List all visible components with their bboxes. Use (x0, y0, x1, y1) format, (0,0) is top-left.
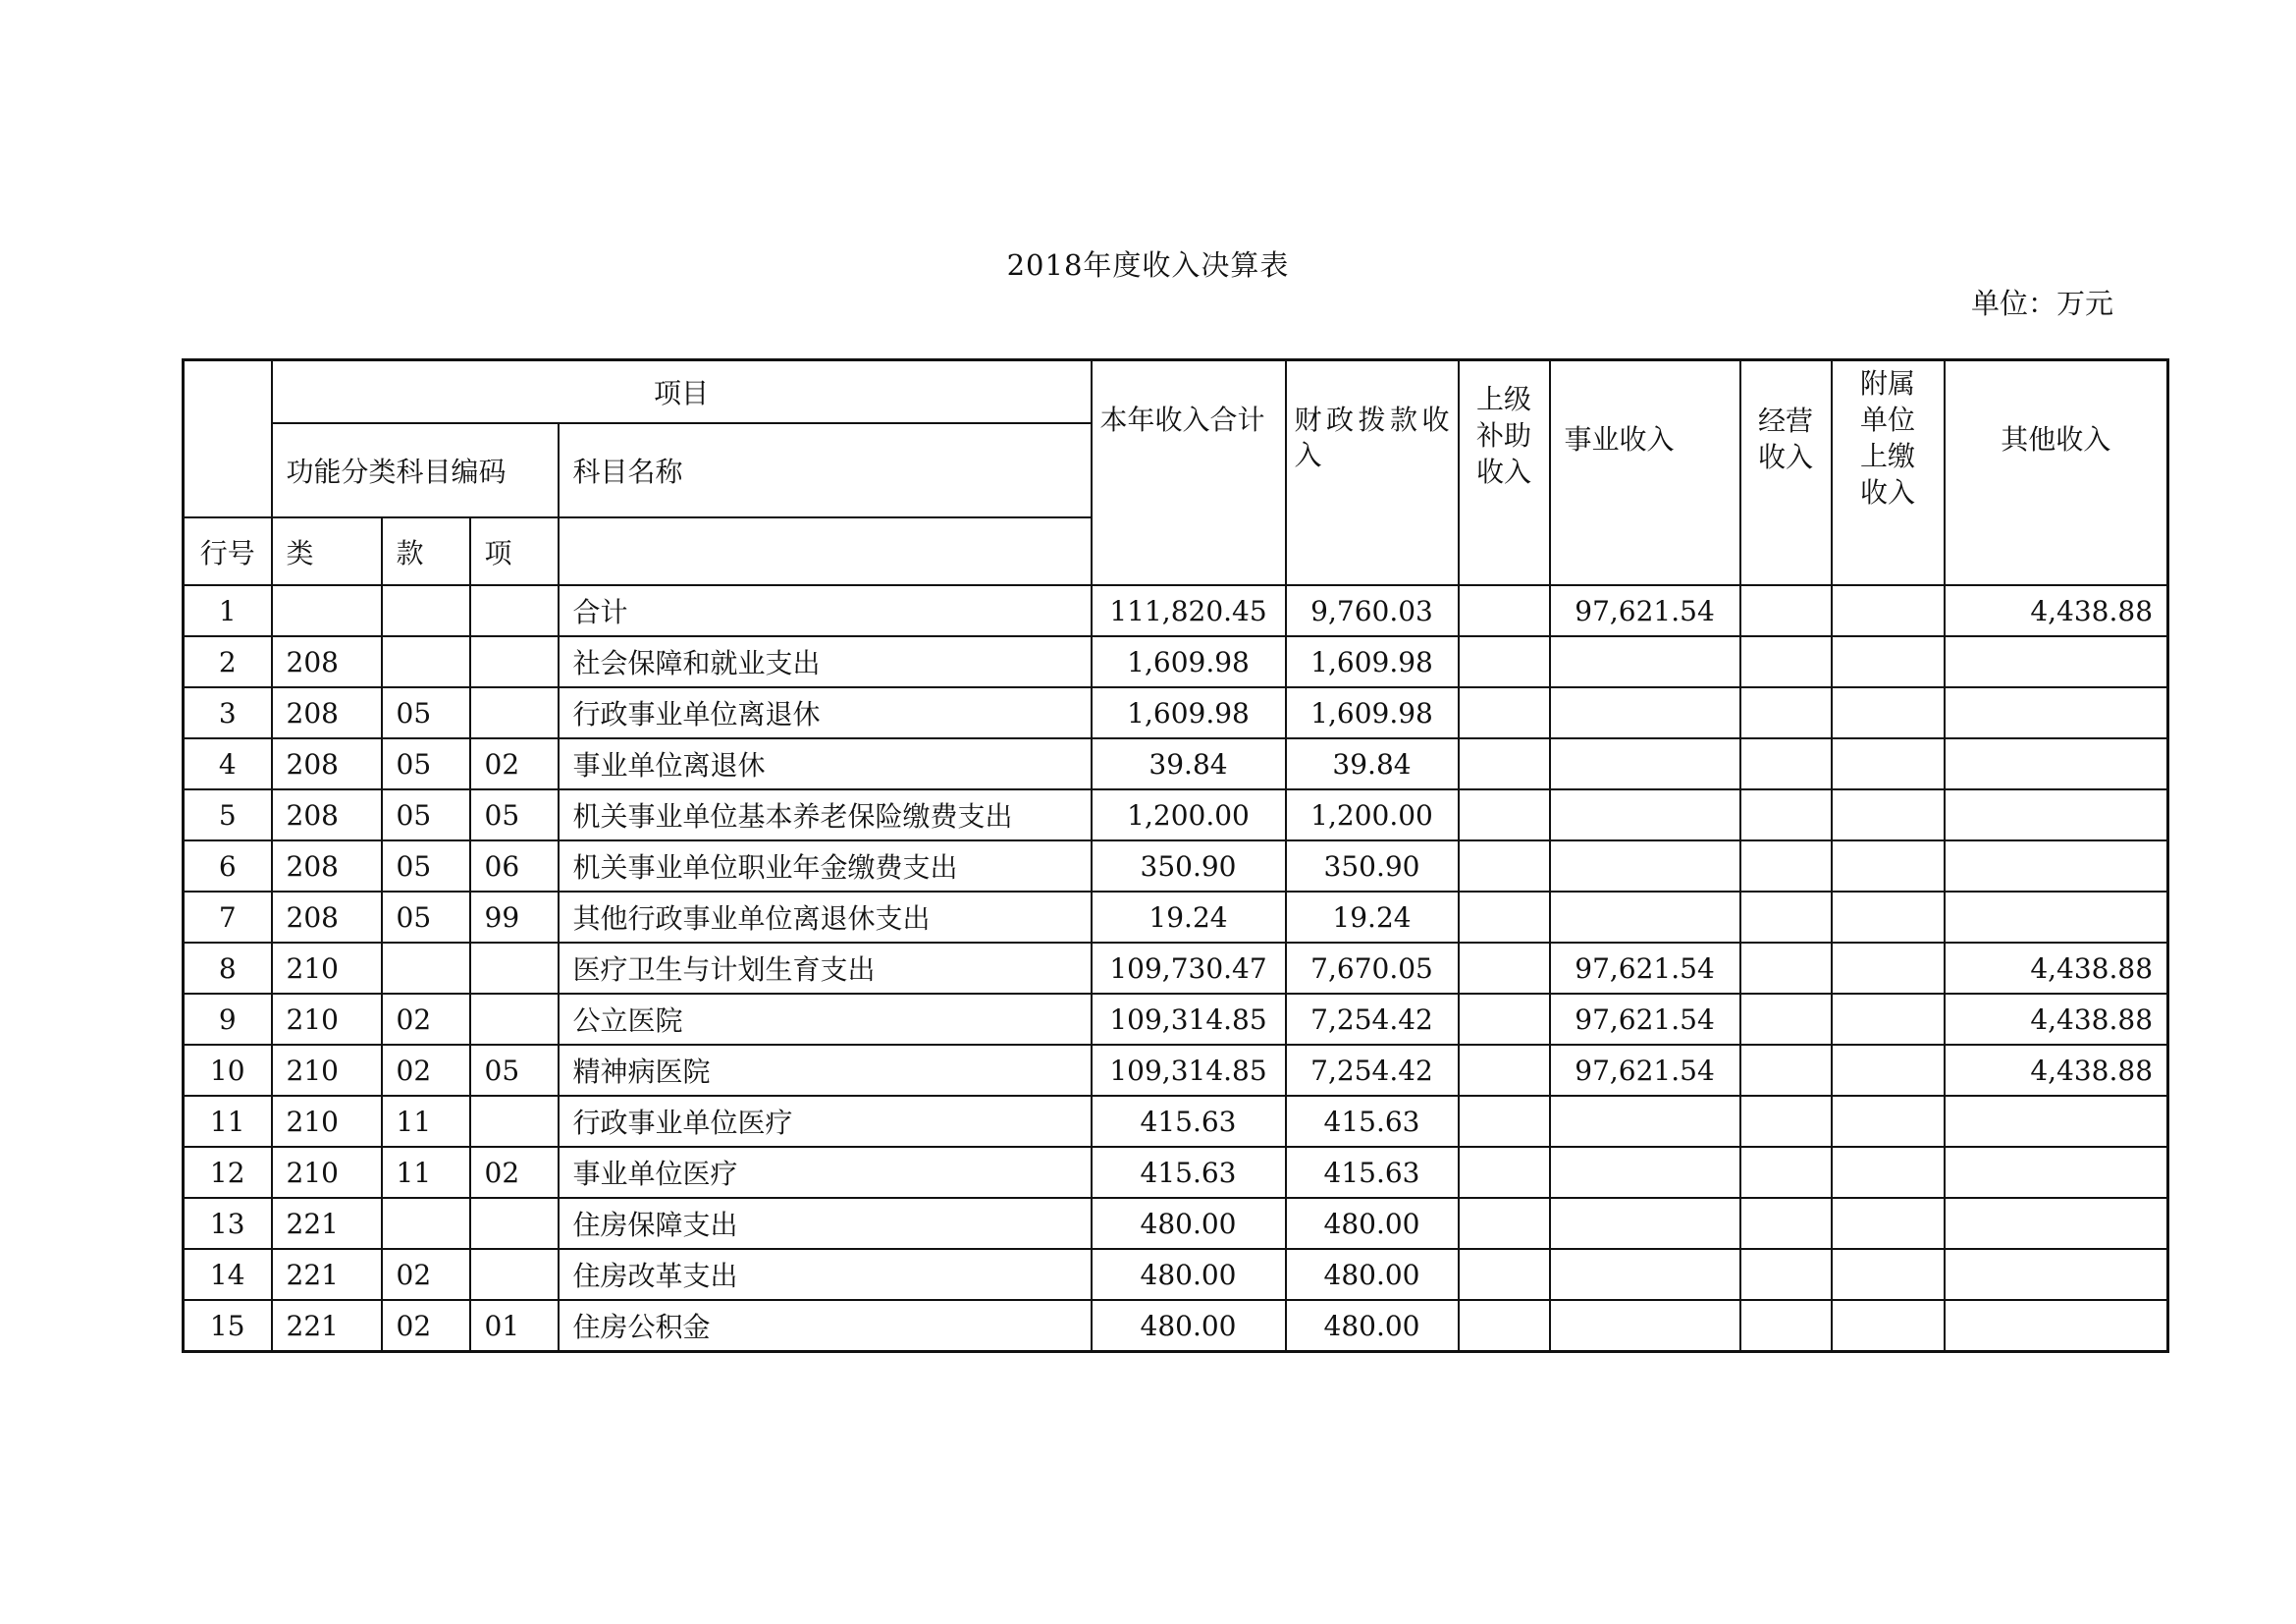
header-row-no: 行号 (184, 517, 272, 585)
table-row (184, 1147, 2168, 1198)
code-xiang-cell: 05 (470, 789, 559, 840)
operating-income-cell (1740, 840, 1832, 892)
other-income-cell (1945, 1249, 2168, 1300)
subject-name-cell: 行政事业单位医疗 (559, 1096, 1092, 1147)
code-kuan-cell (382, 636, 470, 687)
row-number-cell: 12 (184, 1147, 272, 1198)
other-income-cell (1945, 1096, 2168, 1147)
other-income-cell: 4,438.88 (1945, 943, 2168, 994)
code-xiang-cell (470, 1198, 559, 1249)
business-income-cell (1550, 840, 1740, 892)
table-row (184, 994, 2168, 1045)
code-xiang-cell: 01 (470, 1300, 559, 1352)
fiscal-income-cell: 480.00 (1286, 1300, 1459, 1352)
table-row (184, 687, 2168, 738)
subject-name-cell: 事业单位医疗 (559, 1147, 1092, 1198)
fiscal-income-cell: 415.63 (1286, 1147, 1459, 1198)
code-lei-cell: 221 (272, 1198, 382, 1249)
table-row (184, 789, 2168, 840)
code-lei-cell: 210 (272, 1147, 382, 1198)
subject-name-cell: 机关事业单位基本养老保险缴费支出 (559, 789, 1092, 840)
row-number-cell: 11 (184, 1096, 272, 1147)
header-kuan: 款 (382, 517, 470, 585)
affiliated-income-cell (1832, 1096, 1945, 1147)
code-xiang-cell (470, 585, 559, 636)
code-lei-cell: 221 (272, 1300, 382, 1352)
header-subject-name: 科目名称 (559, 423, 1092, 517)
business-income-cell: 97,621.54 (1550, 994, 1740, 1045)
affiliated-income-cell (1832, 687, 1945, 738)
code-kuan-cell: 02 (382, 994, 470, 1045)
fiscal-income-cell: 7,254.42 (1286, 994, 1459, 1045)
table-row (184, 892, 2168, 943)
fiscal-income-cell: 480.00 (1286, 1249, 1459, 1300)
fiscal-income-cell: 19.24 (1286, 892, 1459, 943)
fiscal-income-cell: 350.90 (1286, 840, 1459, 892)
subject-name-cell: 住房保障支出 (559, 1198, 1092, 1249)
affiliated-income-cell (1832, 585, 1945, 636)
affiliated-income-cell (1832, 840, 1945, 892)
business-income-cell (1550, 892, 1740, 943)
affiliated-income-cell (1832, 1300, 1945, 1352)
header-blank (559, 517, 1092, 585)
table-row (184, 1249, 2168, 1300)
table-row (184, 1198, 2168, 1249)
row-number-cell: 5 (184, 789, 272, 840)
income-table (182, 358, 2169, 1353)
subject-name-cell: 精神病医院 (559, 1045, 1092, 1096)
code-lei-cell: 208 (272, 687, 382, 738)
subject-name-cell: 社会保障和就业支出 (559, 636, 1092, 687)
table-row (184, 1300, 2168, 1352)
superior-income-cell (1459, 892, 1550, 943)
operating-income-cell (1740, 994, 1832, 1045)
superior-income-cell (1459, 1249, 1550, 1300)
code-xiang-cell (470, 1096, 559, 1147)
table-row (184, 1096, 2168, 1147)
subject-name-cell: 公立医院 (559, 994, 1092, 1045)
superior-income-cell (1459, 1147, 1550, 1198)
affiliated-income-cell (1832, 789, 1945, 840)
superior-income-cell (1459, 687, 1550, 738)
operating-income-cell (1740, 1096, 1832, 1147)
other-income-cell (1945, 789, 2168, 840)
code-xiang-cell (470, 687, 559, 738)
code-lei-cell: 208 (272, 636, 382, 687)
code-xiang-cell (470, 636, 559, 687)
code-kuan-cell: 05 (382, 738, 470, 789)
operating-income-cell (1740, 1045, 1832, 1096)
business-income-cell: 97,621.54 (1550, 585, 1740, 636)
affiliated-income-cell (1832, 1045, 1945, 1096)
table-row (184, 1045, 2168, 1096)
total-income-cell: 1,200.00 (1092, 789, 1286, 840)
row-number-cell: 7 (184, 892, 272, 943)
row-number-cell: 9 (184, 994, 272, 1045)
other-income-cell (1945, 1147, 2168, 1198)
code-lei-cell: 210 (272, 943, 382, 994)
header-row-1 (184, 360, 2168, 424)
total-income-cell: 109,730.47 (1092, 943, 1286, 994)
row-number-cell: 13 (184, 1198, 272, 1249)
superior-income-cell (1459, 840, 1550, 892)
other-income-cell (1945, 1198, 2168, 1249)
fiscal-income-cell: 7,670.05 (1286, 943, 1459, 994)
other-income-cell (1945, 840, 2168, 892)
business-income-cell (1550, 1300, 1740, 1352)
operating-income-cell (1740, 892, 1832, 943)
code-kuan-cell: 11 (382, 1096, 470, 1147)
header-business: 事业收入 (1550, 360, 1740, 586)
affiliated-income-cell (1832, 1249, 1945, 1300)
header-affiliated: 附属单位上缴收入 (1832, 360, 1945, 586)
subject-name-cell: 机关事业单位职业年金缴费支出 (559, 840, 1092, 892)
fiscal-income-cell: 1,609.98 (1286, 636, 1459, 687)
corner-cell (184, 360, 272, 518)
other-income-cell: 4,438.88 (1945, 585, 2168, 636)
other-income-cell (1945, 1300, 2168, 1352)
total-income-cell: 111,820.45 (1092, 585, 1286, 636)
row-number-cell: 3 (184, 687, 272, 738)
header-superior: 上级补助收入 (1459, 360, 1550, 586)
business-income-cell (1550, 636, 1740, 687)
other-income-cell (1945, 892, 2168, 943)
header-func-code: 功能分类科目编码 (272, 423, 559, 517)
code-xiang-cell: 05 (470, 1045, 559, 1096)
header-lei: 类 (272, 517, 382, 585)
code-kuan-cell: 02 (382, 1045, 470, 1096)
row-number-cell: 4 (184, 738, 272, 789)
table-row (184, 943, 2168, 994)
code-kuan-cell: 05 (382, 840, 470, 892)
header-operating: 经营收入 (1740, 360, 1832, 586)
affiliated-income-cell (1832, 892, 1945, 943)
total-income-cell: 480.00 (1092, 1198, 1286, 1249)
row-number-cell: 1 (184, 585, 272, 636)
header-total: 本年收入合计 (1092, 360, 1286, 586)
row-number-cell: 2 (184, 636, 272, 687)
superior-income-cell (1459, 738, 1550, 789)
business-income-cell: 97,621.54 (1550, 1045, 1740, 1096)
affiliated-income-cell (1832, 1198, 1945, 1249)
code-lei-cell: 208 (272, 738, 382, 789)
header-fiscal: 财政拨款收入 (1286, 360, 1459, 586)
other-income-cell (1945, 636, 2168, 687)
subject-name-cell: 事业单位离退休 (559, 738, 1092, 789)
fiscal-income-cell: 9,760.03 (1286, 585, 1459, 636)
total-income-cell: 19.24 (1092, 892, 1286, 943)
operating-income-cell (1740, 1300, 1832, 1352)
affiliated-income-cell (1832, 994, 1945, 1045)
row-number-cell: 6 (184, 840, 272, 892)
code-lei-cell (272, 585, 382, 636)
subject-name-cell: 行政事业单位离退休 (559, 687, 1092, 738)
operating-income-cell (1740, 738, 1832, 789)
superior-income-cell (1459, 789, 1550, 840)
row-number-cell: 8 (184, 943, 272, 994)
code-lei-cell: 221 (272, 1249, 382, 1300)
code-lei-cell: 208 (272, 789, 382, 840)
total-income-cell: 39.84 (1092, 738, 1286, 789)
code-kuan-cell: 02 (382, 1249, 470, 1300)
code-xiang-cell: 02 (470, 1147, 559, 1198)
code-kuan-cell: 05 (382, 687, 470, 738)
code-lei-cell: 208 (272, 892, 382, 943)
superior-income-cell (1459, 1096, 1550, 1147)
subject-name-cell: 合计 (559, 585, 1092, 636)
total-income-cell: 415.63 (1092, 1096, 1286, 1147)
superior-income-cell (1459, 585, 1550, 636)
other-income-cell (1945, 738, 2168, 789)
code-kuan-cell (382, 943, 470, 994)
header-xiang: 项 (470, 517, 559, 585)
operating-income-cell (1740, 943, 1832, 994)
table-row (184, 636, 2168, 687)
superior-income-cell (1459, 943, 1550, 994)
table-row (184, 840, 2168, 892)
header-item: 项目 (272, 360, 1092, 424)
business-income-cell (1550, 738, 1740, 789)
code-kuan-cell: 11 (382, 1147, 470, 1198)
total-income-cell: 480.00 (1092, 1249, 1286, 1300)
affiliated-income-cell (1832, 1147, 1945, 1198)
operating-income-cell (1740, 789, 1832, 840)
superior-income-cell (1459, 994, 1550, 1045)
code-kuan-cell: 05 (382, 892, 470, 943)
code-xiang-cell: 06 (470, 840, 559, 892)
other-income-cell (1945, 687, 2168, 738)
code-lei-cell: 210 (272, 1045, 382, 1096)
operating-income-cell (1740, 687, 1832, 738)
code-kuan-cell (382, 1198, 470, 1249)
operating-income-cell (1740, 585, 1832, 636)
code-xiang-cell (470, 1249, 559, 1300)
business-income-cell (1550, 687, 1740, 738)
subject-name-cell: 医疗卫生与计划生育支出 (559, 943, 1092, 994)
business-income-cell (1550, 1249, 1740, 1300)
operating-income-cell (1740, 1147, 1832, 1198)
superior-income-cell (1459, 636, 1550, 687)
page-title: 2018年度收入决算表 (1006, 248, 1290, 282)
code-lei-cell: 208 (272, 840, 382, 892)
subject-name-cell: 其他行政事业单位离退休支出 (559, 892, 1092, 943)
total-income-cell: 1,609.98 (1092, 687, 1286, 738)
business-income-cell (1550, 1096, 1740, 1147)
code-kuan-cell: 05 (382, 789, 470, 840)
affiliated-income-cell (1832, 738, 1945, 789)
total-income-cell: 480.00 (1092, 1300, 1286, 1352)
code-kuan-cell: 02 (382, 1300, 470, 1352)
fiscal-income-cell: 480.00 (1286, 1198, 1459, 1249)
code-xiang-cell (470, 994, 559, 1045)
superior-income-cell (1459, 1045, 1550, 1096)
code-xiang-cell (470, 943, 559, 994)
subject-name-cell: 住房改革支出 (559, 1249, 1092, 1300)
superior-income-cell (1459, 1198, 1550, 1249)
total-income-cell: 109,314.85 (1092, 1045, 1286, 1096)
total-income-cell: 415.63 (1092, 1147, 1286, 1198)
affiliated-income-cell (1832, 943, 1945, 994)
fiscal-income-cell: 1,200.00 (1286, 789, 1459, 840)
header-other: 其他收入 (1945, 360, 2168, 586)
table-row (184, 585, 2168, 636)
operating-income-cell (1740, 1198, 1832, 1249)
code-lei-cell: 210 (272, 994, 382, 1045)
code-kuan-cell (382, 585, 470, 636)
fiscal-income-cell: 415.63 (1286, 1096, 1459, 1147)
fiscal-income-cell: 1,609.98 (1286, 687, 1459, 738)
code-xiang-cell: 99 (470, 892, 559, 943)
code-xiang-cell: 02 (470, 738, 559, 789)
business-income-cell (1550, 1147, 1740, 1198)
row-number-cell: 10 (184, 1045, 272, 1096)
row-number-cell: 14 (184, 1249, 272, 1300)
fiscal-income-cell: 7,254.42 (1286, 1045, 1459, 1096)
fiscal-income-cell: 39.84 (1286, 738, 1459, 789)
subject-name-cell: 住房公积金 (559, 1300, 1092, 1352)
operating-income-cell (1740, 636, 1832, 687)
other-income-cell: 4,438.88 (1945, 1045, 2168, 1096)
code-lei-cell: 210 (272, 1096, 382, 1147)
unit-label: 单位：万元 (1970, 287, 2113, 320)
total-income-cell: 350.90 (1092, 840, 1286, 892)
business-income-cell (1550, 789, 1740, 840)
other-income-cell: 4,438.88 (1945, 994, 2168, 1045)
total-income-cell: 1,609.98 (1092, 636, 1286, 687)
affiliated-income-cell (1832, 636, 1945, 687)
row-number-cell: 15 (184, 1300, 272, 1352)
table-row (184, 738, 2168, 789)
total-income-cell: 109,314.85 (1092, 994, 1286, 1045)
operating-income-cell (1740, 1249, 1832, 1300)
superior-income-cell (1459, 1300, 1550, 1352)
business-income-cell (1550, 1198, 1740, 1249)
business-income-cell: 97,621.54 (1550, 943, 1740, 994)
